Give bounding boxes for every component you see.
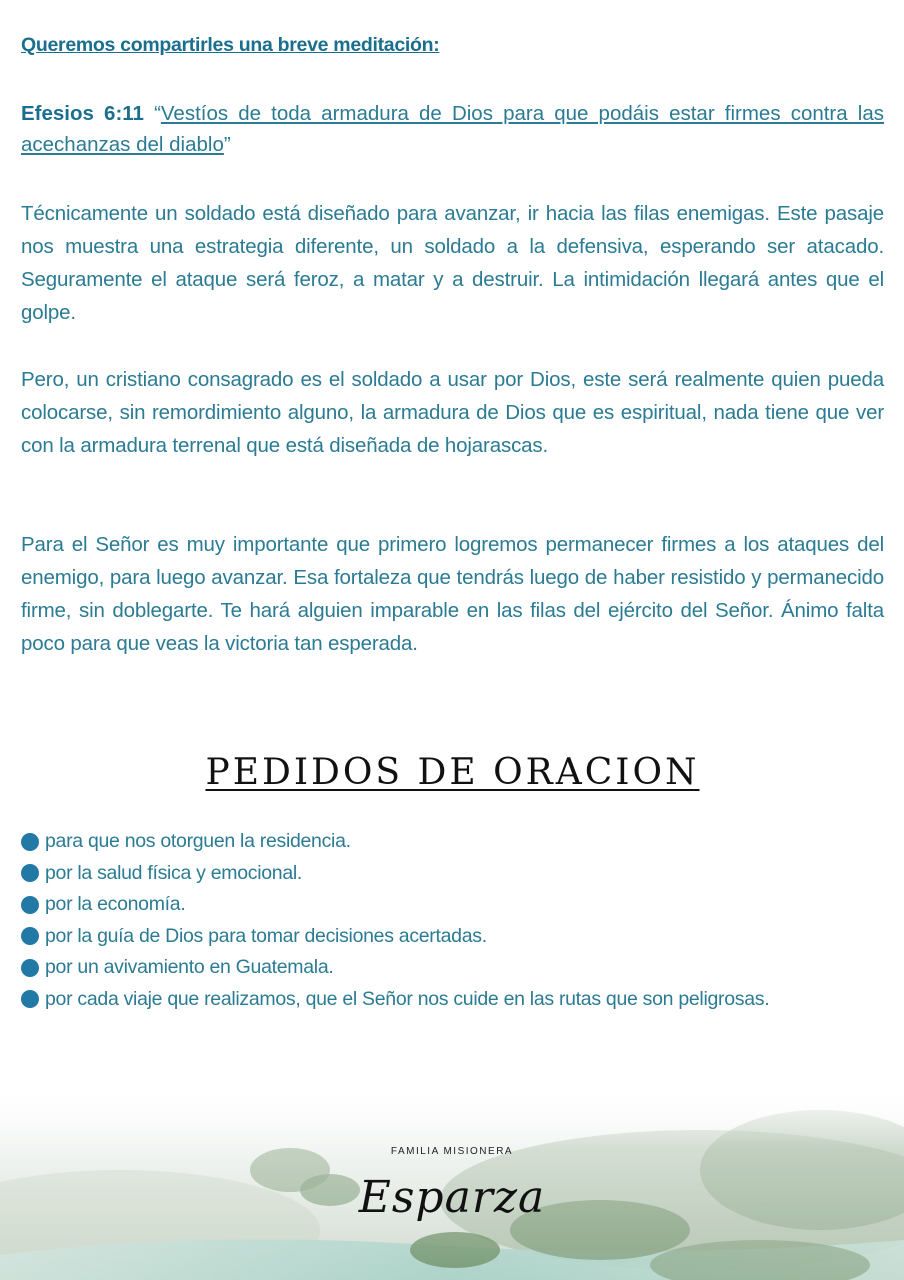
list-item — [21, 921, 769, 953]
bullet-dot-icon — [21, 927, 39, 945]
footer-tagline: FAMILIA MISIONERA — [390, 1146, 514, 1157]
open-quote: “ — [154, 102, 161, 125]
prayer-requests-list — [21, 826, 769, 1015]
close-quote: ” — [223, 133, 231, 156]
bullet-dot-icon — [21, 959, 39, 977]
list-item — [21, 858, 769, 890]
prayer-item-text: por cada viaje que realizamos, que el Señor nos cuide en las rutas que son peligrosas. — [45, 987, 770, 1010]
esparza-logo: Esparza — [358, 1172, 546, 1223]
prayer-item-text: para que nos otorguen la residencia. — [45, 830, 351, 852]
list-item — [21, 984, 769, 1016]
prayer-item-text: por la economía. — [45, 893, 186, 915]
verse-block — [21, 98, 884, 160]
list-item — [21, 952, 769, 984]
verse-reference: Efesios 6:11 — [21, 102, 144, 125]
list-item — [21, 889, 769, 921]
meditation-paragraph: Para el Señor es muy importante que primero logremos permanecer firmes a los ataques del enemigo, para luego avanzar. Esa fortaleza que tendrás luego de haber resistido y permanecido firme, sin doblegarte. Te hará alguien imparable en las filas del ejército del Señor. Ánimo falta poco para que veas la victoria tan esperada. — [21, 533, 884, 655]
prayer-item-text: por la guía de Dios para tomar decisiones acertadas. — [45, 924, 487, 947]
bullet-dot-icon — [21, 990, 39, 1008]
verse-text: Vestíos de toda armadura de Dios para que podáis estar firmes contra las acechanzas del diablo — [21, 102, 884, 156]
prayer-title-text: PEDIDOS DE ORACION — [205, 752, 700, 793]
bullet-dot-icon — [21, 864, 39, 882]
bullet-dot-icon — [21, 896, 39, 914]
meditation-paragraph: Técnicamente un soldado está diseñado para avanzar, ir hacia las filas enemigas. Este pasaje nos muestra una estrategia diferente, un soldado a la defensiva, esperando ser atacado. Seguramente el ataque será feroz, a matar y a destruir. La intimidación llegará antes que el golpe. — [21, 202, 884, 324]
prayer-item-text: por un avivamiento en Guatemala. — [45, 956, 334, 978]
list-item — [21, 826, 769, 858]
prayer-item-text: por la salud física y emocional. — [45, 861, 303, 884]
meditation-paragraph: Pero, un cristiano consagrado es el soldado a usar por Dios, este será realmente quien pueda colocarse, sin remordimiento alguno, la armadura de Dios que es espiritual, nada tiene que ver con la armadura terrenal que está diseñada de hojarascas. — [21, 368, 884, 457]
meditation-heading: Queremos compartirles una breve meditación: — [21, 34, 440, 56]
prayer-requests-title — [21, 752, 884, 793]
bullet-dot-icon — [21, 833, 39, 851]
